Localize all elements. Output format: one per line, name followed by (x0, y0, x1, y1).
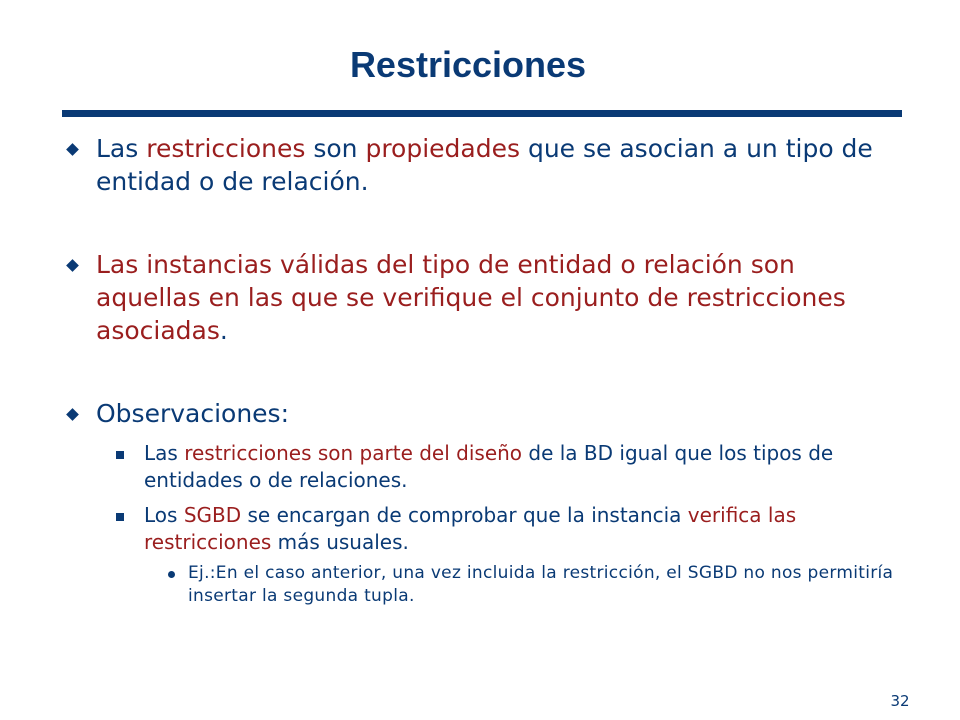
text-segment: Los (144, 503, 184, 527)
square-bullet-icon (116, 451, 124, 459)
bullet-restricciones-definicion (64, 132, 904, 198)
text-segment: . (219, 316, 228, 345)
square-bullet-icon (116, 513, 124, 521)
text-segment: de la BD igual que los tipos de entidades o de relaciones. (144, 441, 834, 492)
sub-bullet-sgbd (64, 502, 904, 556)
text-segment: que se asocian a un tipo de entidad o de relación. (96, 134, 873, 196)
ejemplo-text: Ej.:En el caso anterior, una vez incluida la restricción, el SGBD no nos permitiría insertar la segunda tupla. (188, 563, 894, 606)
highlight-verifica: verifica las restricciones (144, 503, 797, 554)
title-underline (62, 110, 902, 117)
text-segment: Las (96, 134, 147, 163)
sub-bullet-diseno (64, 440, 904, 494)
bullet-instancias-validas (64, 248, 904, 347)
sub-sub-bullet-ejemplo (64, 562, 904, 608)
diamond-bullet-icon (66, 143, 79, 156)
highlight-restricciones: restricciones (146, 134, 306, 163)
diamond-bullet-icon (66, 259, 79, 272)
text-segment: más usuales. (271, 530, 409, 554)
round-bullet-icon (168, 571, 175, 578)
observaciones-label: Observaciones: (96, 399, 290, 428)
highlight-propiedades: propiedades (365, 134, 521, 163)
highlight-instancias-validas: Las instancias válidas del tipo de entidad o relación son aquellas en las que se verifique el conjunto de restricciones asociadas (96, 250, 846, 345)
text-segment: Las (144, 441, 185, 465)
highlight-sgbd: SGBD (183, 503, 242, 527)
slide-content (64, 132, 904, 608)
diamond-bullet-icon (66, 408, 79, 421)
text-segment: se encargan de comprobar que la instancia (241, 503, 688, 527)
slide-title: Restricciones (349, 44, 587, 85)
text-segment: son (305, 134, 366, 163)
highlight-diseno: restricciones son parte del diseño (184, 441, 523, 465)
page-number: 32 (890, 692, 910, 710)
bullet-observaciones (64, 397, 904, 430)
